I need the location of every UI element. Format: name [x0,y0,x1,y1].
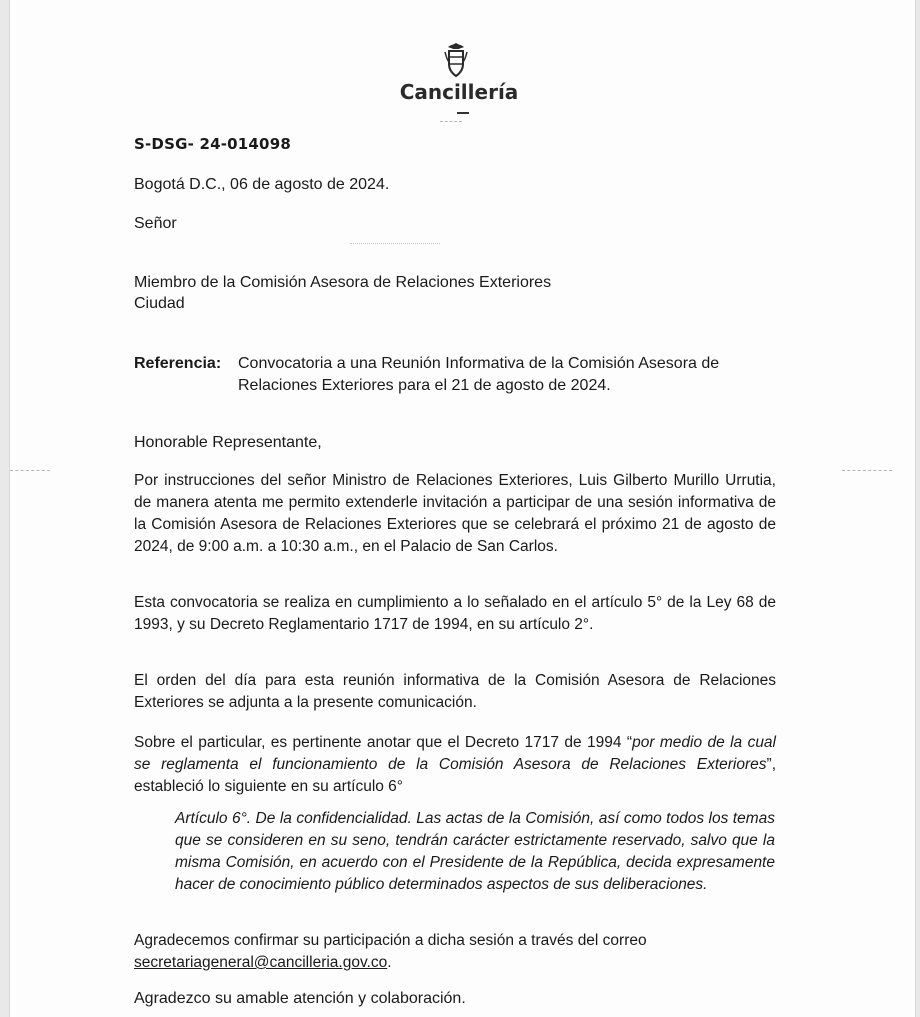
document-page [10,0,915,1017]
paragraph-text [134,732,776,798]
paragraph-decree [134,732,776,798]
decree-title: por medio de la cual se reglamenta el funcionamiento de la Comisión Asesora de Relaciones Exteriores [134,734,776,773]
paragraph-confirm [134,930,776,974]
paragraph-text: Por instrucciones del señor Ministro de Relaciones Exteriores, Luis Gilberto Murillo Urrutia, de manera atenta me permito extenderle invitación a participar de una sesión informativa de la Comisión Asesora de Relaciones Exteriores que se celebrará el próximo 21 de agosto de 2024, de 9:00 a.m. a 10:30 a.m., en el Palacio de San Carlos. [134,472,776,555]
paragraph-text: El orden del día para esta reunión informativa de la Comisión Asesora de Relaciones Exteriores se adjunta a la presente comunicación. [134,672,776,711]
email-link[interactable]: secretariageneral@cancilleria.gov.co [134,954,388,971]
recipient-line-2: Ciudad [134,295,185,312]
closing: Agradezco su amable atención y colaboración. [134,990,466,1007]
article-quote: Artículo 6°. De la confidencialidad. Las actas de la Comisión, así como todos los temas que se consideren en su seno, tendrán carácter estrictamente reservado, salvo que la misma Comisión, en acuerdo con el Presidente de la República, decida expresamente hacer de conocimiento público determinados aspectos de sus deliberaciones. [175,810,775,893]
paragraph-agenda [134,670,776,714]
decree-intro: Sobre el particular, es pertinente anotar que el Decreto 1717 de 1994 “ [134,734,633,751]
document-code: S-DSG- 24-014098 [134,135,291,153]
email-period: . [387,954,392,971]
redacted-name [350,232,440,254]
reference-line-2: Relaciones Exteriores para el 21 de agosto de 2024. [238,377,611,394]
scan-artifact [842,470,892,472]
paragraph-text: Agradecemos confirmar su participación a dicha sesión a través del correo [134,932,647,949]
decree-end: ”, estableció lo siguiente en su artículo 6° [134,756,776,795]
paragraph-legal-basis [134,592,776,636]
scan-artifact [10,470,50,472]
recipient-line-1: Miembro de la Comisión Asesora de Relaciones Exteriores [134,274,552,291]
paragraph-invitation [134,470,776,558]
colombia-coat-of-arms-icon [443,42,469,78]
email-line [134,952,776,974]
greeting: Honorable Representante, [134,434,322,451]
scan-artifact [440,121,462,123]
brand-name: Cancillería [399,80,519,104]
brand-underline [457,112,469,114]
paragraph-text: Esta convocatoria se realiza en cumplimiento a lo señalado en el artículo 5° de la Ley 68 de 1993, y su Decreto Reglamentario 1717 de 1994, en su artículo 2°. [134,594,776,633]
reference-label: Referencia: [134,355,222,372]
place-date: Bogotá D.C., 06 de agosto de 2024. [134,176,390,193]
salutation-title: Señor [134,215,177,232]
reference-line-1: Convocatoria a una Reunión Informativa de la Comisión Asesora de [238,355,720,372]
